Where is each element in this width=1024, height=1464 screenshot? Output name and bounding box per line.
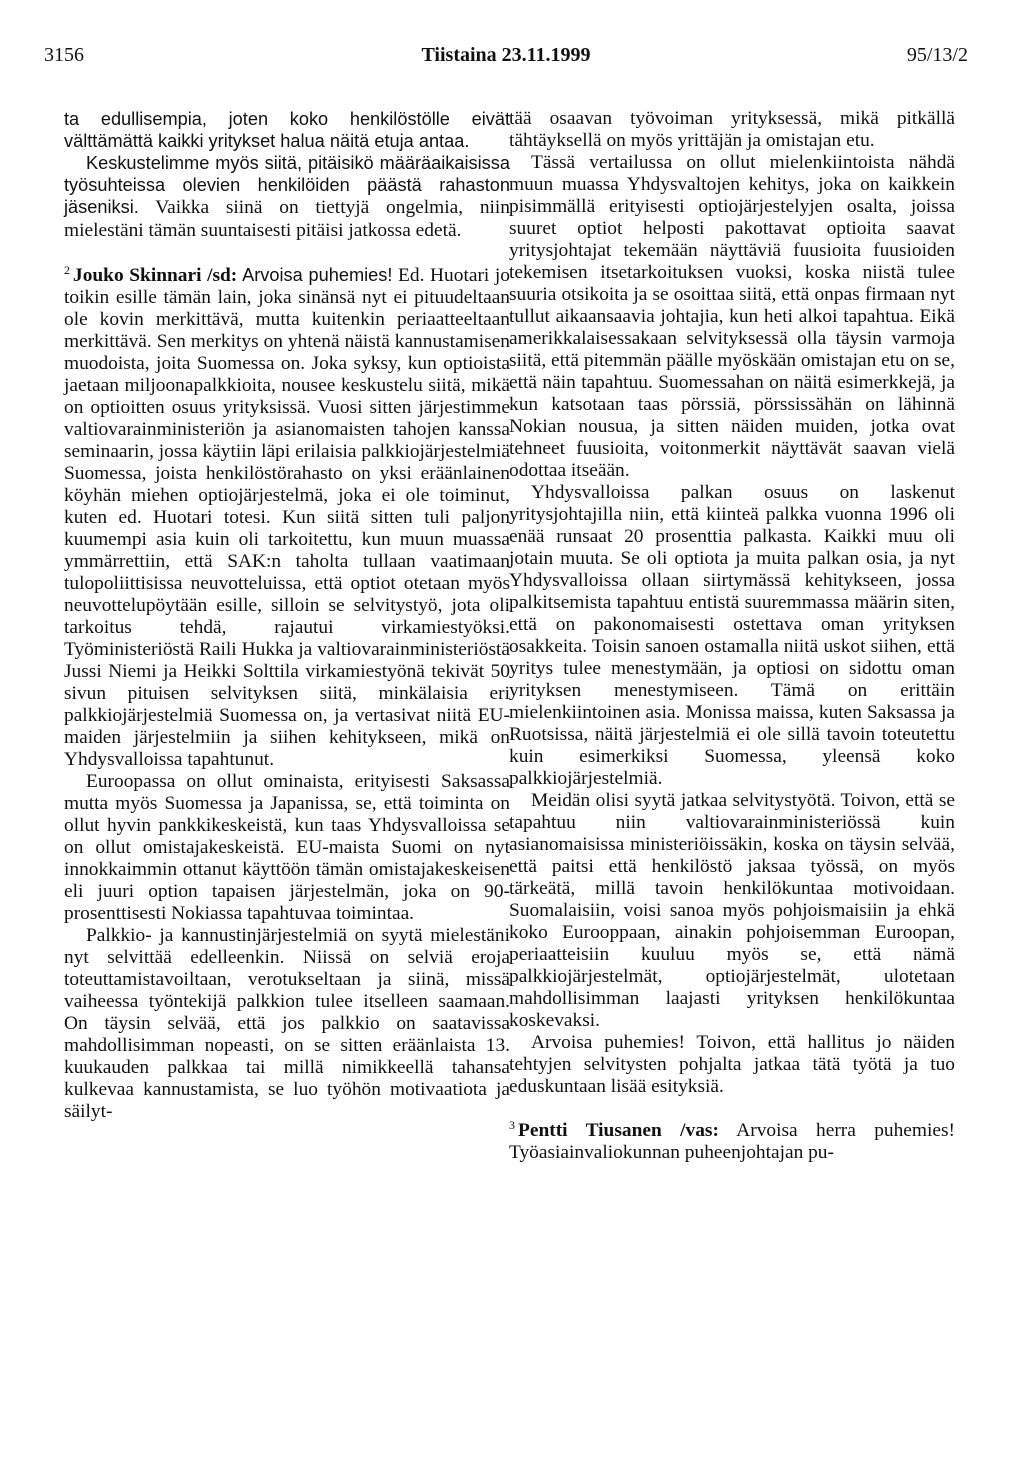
speech-text: Ed. Huotari jo toikin esille tämän lain, joka sinänsä nyt ei pituudeltaan ole kovin merkittävä, mutta kuitenkin periaatteeltaan merkittävä. Sen merkitys on yhtenä näistä kannustamisen muodoista, joita Suomessa on. Joka syksy, kun optioista jaetaan miljoonapalkkioita, nousee keskustelu siitä, mikä on optioitten osuus yrityksissä. Vuosi sitten järjestimme valtiovarainministeriön ja asianomaisten tahojen kanssa seminaarin, jossa käytiin läpi erilaisia palkkiojärjestelmiä Suomessa, joista henkilöstörahasto on yksi eräänlainen köyhän miehen optiojärjestelmä, joka ei ole toiminut, kuten ed. Huotari totesi. Kun siitä sitten tuli paljon kuumempi asia kuin oli tarkoitettu, kun muun muassa ymmärrettiin, että SAK:n taholta tullaan vaatimaan tulopoliittisissa neuvotteluissa, että optiot otetaan myös neuvottelupöytään esille, silloin se selvitystyö, jota oli tarkoitus tehdä, rajautui virkamiestyöksi. Työministeriöstä Raili Hukka ja valtiovarainministeriöstä Jussi Niemi ja Heikki Solttila virkamiestyönä tekivät 50 sivun pituisen selvityksen siitä, minkälaisia eri palkkiojärjestelmiä Suomessa on, ja vertasivat niitä EU-maiden järjestelmiin ja siihen kehitykseen, mikä on Yhdysvalloissa tapahtunut. bbox=[64, 265, 510, 770]
speech-opening: Arvoisa herra puhemies! bbox=[718, 1120, 955, 1141]
speech-number: 3 bbox=[509, 1118, 515, 1132]
paragraph: ta edullisempia, joten koko henkilöstölle eivät välttämättä kaikki yritykset halua näitä etuja antaa. bbox=[64, 109, 510, 151]
paragraph: Yhdysvalloissa palkan osuus on laskenut yritysjohtajilla niin, että kiinteä palkka vuonna 1996 oli enää runsaat 20 prosenttia palkasta. Kaikki muu oli jotain muuta. Se oli optiota ja muita palkan osia, ja nyt Yhdysvalloissa ollaan siirtymässä kehitykseen, jossa palkitsemista tapahtuu entistä suuremmassa määrin siten, että on pakonomaisesti ostettava oman yrityksen osakkeita. Toisin sanoen ostamalla niitä uskot siihen, että yritys tulee menestymään, ja optiosi on sidottu oman yrityksen menestymiseen. Tämä on erittäin mielenkiintoinen asia. Monissa maissa, kuten Saksassa ja Ruotsissa, näitä järjestelmiä ei ole sillä tavoin toteutettu kuin esimerkiksi Suomessa, yleensä koko palkkiojärjestelmiä. bbox=[509, 482, 955, 789]
page-header bbox=[44, 44, 968, 74]
document-reference: 95/13/2 bbox=[906, 44, 968, 66]
paragraph-sentence: Keskustelimme myös siitä, pitäisikö määräaikaisissa työsuhteissa olevien henkilöiden päästä rahaston jäseniksi. bbox=[64, 153, 510, 217]
session-date: Tiistaina 23.11.1999 bbox=[421, 44, 591, 66]
paragraph: Tässä vertailussa on ollut mielenkiintoista nähdä muun muassa Yhdysvaltojen kehitys, joka on kaikkein pisimmällä erityisesti optiojärjestelyjen osalta, joissa suuret optiot helposti pakottavat optioita saavat yritysjohtajat tekemään näyttäviä fuusioita fuusioiden tekemisen itsetarkoituksen vuoksi, koska niistä tulee suuria otsikoita ja se osoittaa siitä, että onpas firmaan nyt tullut aikaansaavia johtajia, kun heti alkoi tapahtua. Eikä amerikkalaisessakaan selvityksessä olla täysin varmoja siitä, että pitemmän päälle myöskään omistajan etu on se, että näin tapahtuu. Suomessahan on näitä esimerkkejä, ja kun katsotaan taas pörssiä, pörssissähän on lähinnä Nokian nousua, ja sitten näiden muiden, jotka ovat tehneet fuusioita, voitonmerkit näyttävät saavan vielä odottaa itseään. bbox=[509, 152, 955, 481]
speech-text: Työasiainvaliokunnan puheenjohtajan pu- bbox=[509, 1142, 834, 1163]
speaker-name: Jouko Skinnari /sd: bbox=[73, 265, 238, 286]
page-number: 3156 bbox=[44, 44, 84, 66]
left-column bbox=[64, 108, 510, 1123]
speech-entry bbox=[64, 264, 510, 771]
speaker-name: Pentti Tiusanen /vas: bbox=[518, 1120, 719, 1141]
paragraph-sentence: Vaikka siinä on tiettyjä ongelmia, niin mielestäni tämän suuntaisesti pitäisi jatkossa edetä. bbox=[64, 197, 510, 241]
paragraph: Arvoisa puhemies! Toivon, että hallitus jo näiden tehtyjen selvitysten pohjalta jatkaa tätä työtä ja tuo eduskuntaan lisää esityksiä. bbox=[509, 1032, 955, 1097]
paragraph: Euroopassa on ollut ominaista, erityisesti Saksassa mutta myös Suomessa ja Japanissa, se, että toiminta on ollut hyvin pankkikeskeistä, kun taas Yhdysvalloissa se on ollut omistajakeskeistä. EU-maista Suomi on nyt innokkaimmin ottanut käyttöön tämän omistajakeskeisen eli juuri option tapaisen järjestelmän, joka on 90-prosenttisesti Nokiassa tapahtuvaa toimintaa. bbox=[64, 771, 510, 924]
speech-opening: Arvoisa puhemies! bbox=[237, 265, 393, 285]
paragraph bbox=[64, 152, 510, 242]
speech-entry bbox=[509, 1120, 955, 1164]
paragraph: Meidän olisi syytä jatkaa selvitystyötä. Toivon, että se tapahtuu niin valtiovarainministeriössä kuin asianomaisissa ministeriöissäkin, koska on täysin selvää, että paitsi että henkilöstö jaksaa työssä, on myös tärkeätä, millä tavoin henkilökuntaa motivoidaan. Suomalaisiin, voisi sanoa myös pohjoismaisiin ja ehkä koko Eurooppaan, ainakin pohjoisemman Euroopan, periaatteisiin kuuluu myös se, että nämä palkkiojärjestelmät, optiojärjestelmät, ulotetaan mahdollisimman laajasti yrityksen henkilökuntaa koskevaksi. bbox=[509, 790, 955, 1031]
right-column bbox=[509, 108, 955, 1164]
paragraph: Palkkio- ja kannustinjärjestelmiä on syytä mielestäni nyt selvittää edelleenkin. Niissä on selviä eroja toteuttamistavoiltaan, verotukseltaan ja siinä, missä vaiheessa työntekijä palkkion tulee itselleen saamaan. On täysin selvää, että jos palkkio on saatavissa mahdollisimman nopeasti, on se sitten eräänlaista 13. kuukauden palkkaa tai millä nimikkeellä tahansa kulkevaa kannustamista, se luo työhön motivaatiota ja säilyt- bbox=[64, 925, 510, 1122]
paragraph: tää osaavan työvoiman yrityksessä, mikä pitkällä tähtäyksellä on myös yrittäjän ja omistajan etu. bbox=[509, 108, 955, 151]
speech-number: 2 bbox=[64, 263, 70, 277]
